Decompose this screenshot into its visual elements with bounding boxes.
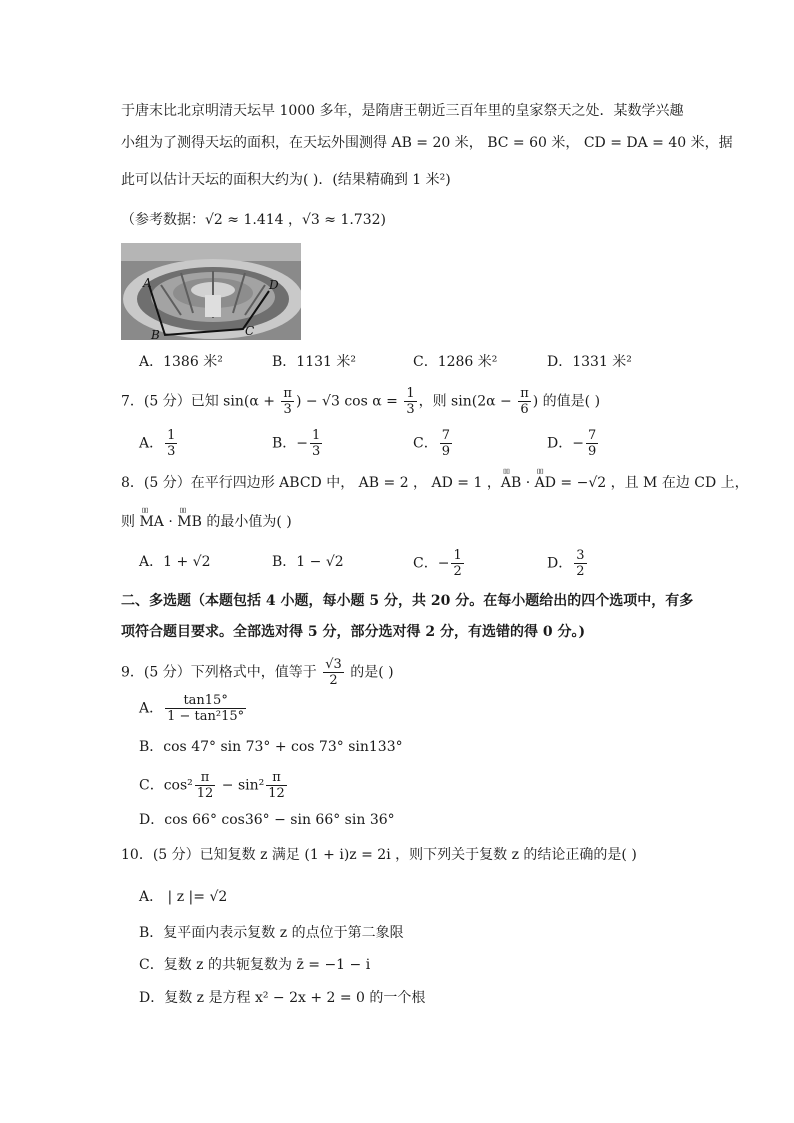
q9-frac-num: √3 [325, 657, 342, 672]
q6-line-3: 此可以估计天坛的面积大约为( )．(结果精确到 1 米²) [121, 172, 451, 188]
q9-option-a [139, 693, 248, 724]
q7-frac-pi-6-den: 6 [520, 402, 529, 417]
q7-option-d-label: D． [547, 435, 573, 452]
q9-frac-den: 2 [329, 673, 338, 688]
q8-option-b [272, 552, 344, 572]
q9-option-a-frac [165, 693, 246, 724]
q7-option-c-den: 9 [441, 444, 450, 459]
q8-stem-mid: = −√2 ，且 M 在边 CD 上， [555, 475, 749, 491]
q7-option-d-den: 9 [587, 444, 597, 459]
q8-option-b-label: B． [272, 554, 297, 570]
q8-vector-ad: ⌷⌷ AD [535, 473, 556, 493]
q9-option-a-num: tan15° [165, 693, 246, 709]
q8-option-a [139, 552, 211, 572]
q9-option-c-den-1: 12 [196, 786, 214, 801]
q9-option-c-mid: − sin² [217, 777, 265, 794]
q8-option-d-den: 2 [576, 564, 585, 579]
q7-frac-1-3 [404, 386, 416, 417]
q8-option-c [413, 548, 466, 579]
q7-frac-pi-6 [518, 386, 531, 417]
q6-reference: （参考数据：√2 ≈ 1.414 ，√3 ≈ 1.732) [121, 212, 386, 228]
q8-option-d-frac [574, 548, 586, 579]
q7-option-c-num: 7 [441, 428, 450, 443]
q7-option-c-frac [440, 428, 452, 459]
photo-label-b: B [151, 328, 160, 340]
q8-option-c-sign: − [437, 555, 450, 572]
q7-stem-post: ，则 sin(2α − [418, 393, 517, 410]
photo-label-d: D [269, 278, 279, 292]
q8-dot: · [521, 475, 535, 491]
q6-bc: BC = 60 米， [487, 135, 580, 151]
q7-option-a [139, 428, 179, 459]
photo-label-c: C [245, 324, 255, 338]
q6-line-1: 于唐末比北京明清天坛早 1000 多年，是隋唐王朝近三百年里的皇家祭天之处．某数学兴趣 [121, 103, 684, 119]
q8-option-d-num: 3 [576, 548, 585, 563]
q8-option-a-label: A． [139, 554, 164, 570]
q9-option-c-num-1: π [195, 770, 216, 786]
q7-frac-pi-3-den: 3 [283, 402, 292, 417]
q9-stem-pre: 9．(5 分）下列格式中，值等于 [121, 664, 322, 681]
q7-option-d-num: 7 [587, 428, 597, 443]
q8-vector-ma: ⌷⌷ MA [139, 512, 163, 532]
q9-option-c-num-2: π [266, 770, 287, 786]
q9-option-c-label: C．cos² [139, 777, 193, 794]
q8-vector-mb: ⌷⌷ MB [177, 512, 202, 532]
q9-option-a-label: A． [139, 700, 164, 717]
q6-option-c: C．1286 米² [413, 354, 498, 370]
q8-line2-pre: 则 [121, 514, 140, 530]
q8-option-b-text: 1 − √2 [296, 554, 344, 570]
q8-option-c-frac [451, 548, 463, 579]
q7-option-b-frac [310, 428, 322, 459]
tiantan-photo [121, 243, 301, 340]
q8-dot-2: · [163, 514, 178, 530]
q7-option-c-label: C． [413, 435, 438, 452]
q7-option-a-num: 1 [167, 428, 176, 443]
q6-option-d: D．1331 米² [547, 354, 632, 370]
q7-option-d [547, 428, 600, 459]
q9-option-a-den: 1 − tan²15° [167, 709, 245, 724]
q8-stem-line-2 [121, 512, 292, 532]
q6-cdda: CD = DA = 40 米，据 [583, 135, 733, 151]
q8-option-a-text: 1 + √2 [163, 554, 211, 570]
q9-option-c-frac-1 [195, 770, 216, 801]
q7-frac-1-3-den: 3 [406, 402, 415, 417]
section-2-heading-line-1: 二、多选题（本题包括 4 小题，每小题 5 分，共 20 分。在每小题给出的四个选项中，有多 [121, 593, 694, 609]
q7-option-b-num: 1 [312, 428, 321, 443]
section-2-heading-line-2: 项符合题目要求。全部选对得 5 分，部分选对得 2 分，有选错的得 0 分。) [121, 624, 586, 640]
q7-option-c [413, 428, 454, 459]
q9-option-c [139, 770, 289, 801]
photo-label-a: A [143, 276, 152, 290]
q7-stem-pre: 7．(5 分）已知 sin(α + [121, 393, 280, 410]
q7-frac-1-3-num: 1 [406, 386, 415, 401]
q7-option-a-frac [165, 428, 177, 459]
q7-stem-end: ) 的值是( ) [532, 393, 601, 410]
q7-option-b [272, 428, 324, 459]
q8-stem-pre: 8．(5 分）在平行四边形 ABCD 中， AB = 2 ， AD = 1 ， [121, 475, 501, 491]
q6-line-2-text: 小组为了测得天坛的面积，在天坛外围测得 [121, 135, 392, 151]
q7-frac-pi-3-num: π [283, 386, 292, 401]
q6-option-b: B．1131 米² [272, 354, 356, 370]
q8-option-c-num: 1 [453, 548, 462, 563]
q7-option-b-den: 3 [312, 444, 321, 459]
q7-option-b-label: B． [272, 435, 297, 452]
q7-option-d-frac [586, 428, 598, 459]
q8-stem [121, 473, 749, 493]
q8-vector-ab: ⌷⌷ AB [501, 473, 521, 493]
q8-option-c-den: 2 [453, 564, 462, 579]
q7-option-a-den: 3 [167, 444, 176, 459]
q10-option-c: C．复数 z 的共轭复数为 z̄ = −1 − i [139, 957, 371, 973]
q7-option-b-sign: − [296, 435, 309, 452]
q9-option-c-den-2: 12 [268, 786, 285, 801]
q7-stem-mid: ) − √3 cos α = [295, 393, 403, 410]
q7-frac-pi-3 [281, 386, 294, 417]
q10-stem: 10．(5 分）已知复数 z 满足 (1 + i)z = 2i ，则下列关于复数 z 的结论正确的是( ) [121, 847, 637, 863]
q7-option-d-sign: − [572, 435, 584, 452]
q8-line2-post: 的最小值为( ) [201, 514, 292, 530]
q9-option-b: B．cos 47° sin 73° + cos 73° sin133° [139, 739, 403, 755]
q8-option-d-label: D． [547, 555, 573, 572]
q9-option-d: D．cos 66° cos36° − sin 66° sin 36° [139, 812, 395, 828]
q8-option-c-label: C． [413, 555, 438, 572]
q8-option-d [547, 548, 589, 579]
q9-option-c-frac-2 [266, 770, 287, 801]
q9-stem-post: 的是( ) [345, 664, 394, 681]
q9-stem [121, 657, 394, 688]
q7-option-a-label: A． [139, 435, 164, 452]
q6-line-2 [121, 133, 733, 153]
q9-frac-sqrt3-2 [323, 657, 344, 688]
q10-option-b: B．复平面内表示复数 z 的点位于第二象限 [139, 925, 404, 941]
q10-option-a: A． | z |= √2 [139, 889, 228, 905]
q7-stem [121, 386, 600, 417]
q6-ab: AB = 20 米， [391, 135, 483, 151]
q10-option-d: D．复数 z 是方程 x² − 2x + 2 = 0 的一个根 [139, 990, 426, 1006]
q6-option-a: A．1386 米² [139, 354, 223, 370]
q7-frac-pi-6-num: π [520, 386, 529, 401]
